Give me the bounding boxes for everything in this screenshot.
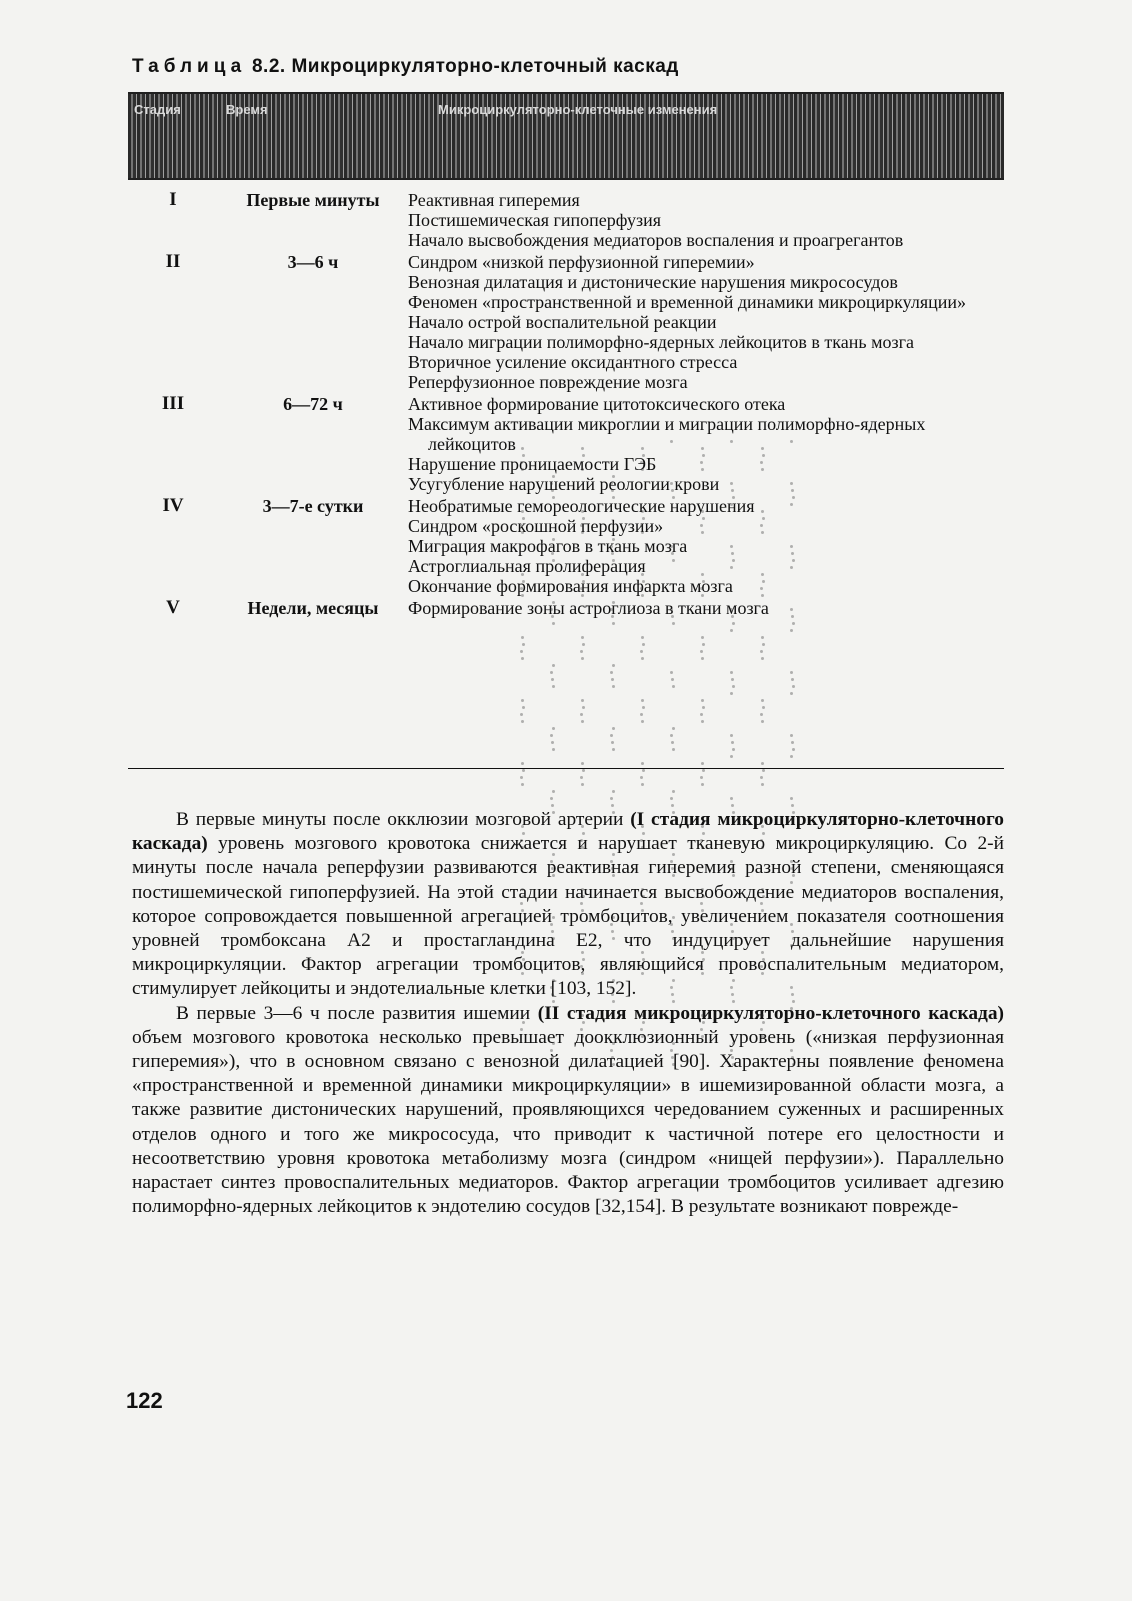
stage-event: Астроглиальная пролиферация [408, 556, 646, 576]
stage-event: Реактивная гиперемия [408, 190, 580, 210]
scan-dot [552, 748, 555, 751]
scan-dot [760, 650, 763, 653]
scan-dot [641, 783, 644, 786]
scan-dot [581, 762, 584, 765]
scan-dot [702, 769, 705, 772]
scan-dot [761, 657, 764, 660]
scan-dot [701, 699, 704, 702]
stage-event: Нарушение проницаемости ГЭБ [408, 454, 657, 474]
table-header-stage: Стадия [134, 102, 181, 117]
scan-dot [792, 622, 795, 625]
stage-event: Усугубление нарушений реологии крови [408, 474, 720, 494]
paragraph-stage-label: (I стадия микроциркуляторно-клеточного каскада) [132, 809, 1005, 855]
stage-number: II [165, 251, 181, 272]
scan-dot [580, 776, 583, 779]
scan-dot [521, 657, 524, 660]
scan-dot [672, 790, 675, 793]
scan-dot [520, 776, 523, 779]
scan-dot [521, 783, 524, 786]
scan-dot [792, 685, 795, 688]
stage-event: Начало острой воспалительной реакции [408, 312, 717, 332]
stage-event: Синдром «низкой перфузионной гиперемии» [408, 252, 755, 272]
stage-event: Окончание формирования инфаркта мозга [408, 576, 733, 596]
scan-dot [700, 713, 703, 716]
scan-dot [701, 783, 704, 786]
scan-dot [642, 643, 645, 646]
scan-dot [580, 650, 583, 653]
scan-dot [520, 713, 523, 716]
scan-dot [672, 622, 675, 625]
scan-dot [730, 692, 733, 695]
stage-event: Венозная дилатация и дистонические нарушения микрососудов [408, 272, 898, 292]
stage-event: Начало высвобождения медиаторов воспаления и проагрегантов [408, 230, 904, 250]
scan-dot [672, 685, 675, 688]
paragraph-rest: объем мозгового кровотока несколько превышает доокклюзионный уровень («низкая перфузионная гиперемия»), что в основном связано с венозной дилатацией [90]. Характерны появление феномена «пространственной и временной динамики микроциркуляции» в ишемизированной области мозга, а также развитие дистонических нарушений, проявляющихся чередованием суженных и расширенных отделов одного и того же микрососуда, что приводит к частичной потере его целостности и несоответствию уровня кровотока метаболизму мозга (синдром «нищей перфузии»). Параллельно нарастает синтез провоспалительных медиаторов. Фактор агрегации тромбоцитов усиливает адгезию полиморфно-ядерных лейкоцитов к эндотелию сосудов [32,154]. В результате возникают поврежде- [132, 1026, 1004, 1218]
scan-dot [551, 678, 554, 681]
scan-dot [790, 629, 793, 632]
stage-events [408, 190, 1004, 250]
table-caption-title: 8.2. Микроциркуляторно-клеточный каскад [251, 56, 679, 77]
scan-dot [731, 804, 734, 807]
stage-number: IV [162, 495, 184, 516]
scan-dot [790, 755, 793, 758]
scan-dot [641, 762, 644, 765]
scan-dot [581, 699, 584, 702]
scan-dot [610, 734, 613, 737]
scan-dot [701, 636, 704, 639]
body-paragraph [132, 1002, 1004, 1220]
scan-dot [611, 804, 614, 807]
scan-dot [641, 699, 644, 702]
scan-dot [671, 804, 674, 807]
table-row [128, 190, 1004, 250]
paragraph-lead: В первые 3—6 ч после развития ишемии [176, 1002, 538, 1024]
scan-dot [552, 727, 555, 730]
stage-number: III [161, 393, 185, 414]
scan-dot [640, 776, 643, 779]
scan-dot [582, 706, 585, 709]
scan-dot [670, 671, 673, 674]
body-text [132, 808, 1004, 1219]
stage-time: 6—72 ч [283, 394, 343, 414]
scan-dot [731, 678, 734, 681]
page-number: 122 [126, 1388, 163, 1413]
row-spacer [128, 618, 1004, 620]
table-caption-label: Таблица [132, 56, 247, 77]
scan-dot [672, 748, 675, 751]
stage-event: Синдром «роскошной перфузии» [408, 516, 664, 536]
scan-dot [732, 622, 735, 625]
scan-dot [791, 678, 794, 681]
scan-dot [581, 783, 584, 786]
scan-dot [642, 769, 645, 772]
scan-dot [551, 741, 554, 744]
stage-event: Миграция макрофагов в ткань мозга [408, 536, 688, 556]
scan-dot [552, 790, 555, 793]
scan-dot [610, 671, 613, 674]
scan-dot [671, 678, 674, 681]
scan-dot [611, 741, 614, 744]
scan-dot [701, 720, 704, 723]
scan-dot [791, 741, 794, 744]
scan-dot [700, 650, 703, 653]
scan-dot [611, 678, 614, 681]
scan-dot [522, 643, 525, 646]
scan-dot [610, 797, 613, 800]
scan-dot [642, 706, 645, 709]
stage-event: Начало миграции полиморфно-ядерных лейкоцитов в ткань мозга [408, 332, 914, 352]
stage-events [408, 598, 1004, 618]
scan-dot [582, 643, 585, 646]
scan-dot [521, 699, 524, 702]
scan-dot [612, 664, 615, 667]
scan-dot [581, 657, 584, 660]
scan-dot [641, 636, 644, 639]
scan-dot [641, 657, 644, 660]
stage-event: Реперфузионное повреждение мозга [408, 372, 688, 392]
scan-dot [761, 720, 764, 723]
scan-dot [732, 685, 735, 688]
stage-events [408, 252, 1004, 392]
scan-dot [730, 671, 733, 674]
scan-dot [671, 741, 674, 744]
stage-event: Феномен «пространственной и временной динамики микроциркуляции» [408, 292, 967, 312]
scan-dot [551, 804, 554, 807]
body-paragraph [132, 808, 1004, 1002]
scan-dot [552, 664, 555, 667]
stage-time: Недели, месяцы [247, 598, 379, 618]
scan-dot [701, 762, 704, 765]
scan-dot [791, 804, 794, 807]
scan-dot [552, 622, 555, 625]
scan-dot [790, 797, 793, 800]
stage-event: Активное формирование цитотоксического отека [408, 394, 786, 414]
scan-dot [612, 685, 615, 688]
scan-dot [521, 762, 524, 765]
table-header-row [128, 92, 1004, 180]
scan-dot [761, 699, 764, 702]
table-bottom-rule [128, 768, 1004, 769]
scan-dot [762, 706, 765, 709]
table-caption [132, 56, 679, 78]
scan-dot [702, 643, 705, 646]
stage-time: 3—7-е сутки [262, 496, 364, 516]
scan-dot [520, 650, 523, 653]
scan-dot [550, 797, 553, 800]
scan-dot [732, 748, 735, 751]
scan-dot [552, 685, 555, 688]
stage-event: Постишемическая гипоперфузия [408, 210, 662, 230]
table-row [128, 598, 1004, 618]
stage-number: V [166, 597, 180, 618]
scan-dot [522, 769, 525, 772]
scan-dot [612, 622, 615, 625]
stage-event: Вторичное усиление оксидантного стресса [408, 352, 738, 372]
stage-time: 3—6 ч [287, 252, 339, 272]
paragraph-lead: В первые минуты после окклюзии мозговой артерии [176, 809, 631, 830]
scan-dot [790, 671, 793, 674]
scan-dot [702, 706, 705, 709]
stage-events [408, 496, 1004, 596]
scan-dot [762, 769, 765, 772]
scan-dot [612, 727, 615, 730]
scan-dot [550, 671, 553, 674]
scan-dot [550, 734, 553, 737]
scan-dot [761, 783, 764, 786]
stage-event: Максимум активации микроглии и миграции полиморфно-ядерных лейкоцитов [408, 414, 926, 454]
scan-dot [761, 762, 764, 765]
scan-dot [582, 769, 585, 772]
stage-event: Формирование зоны астроглиоза в ткани мозга [408, 598, 769, 618]
scan-dot [581, 636, 584, 639]
scan-dot [522, 706, 525, 709]
scan-dot [672, 727, 675, 730]
table-row [128, 252, 1004, 392]
scan-dot [701, 657, 704, 660]
table-row [128, 394, 1004, 494]
scan-dot [612, 790, 615, 793]
stage-event: Необратимые гемореологические нарушения [408, 496, 755, 516]
scan-dot [581, 720, 584, 723]
stage-time: Первые минуты [246, 190, 380, 210]
scan-dot [700, 776, 703, 779]
scan-dot [641, 720, 644, 723]
scan-dot [521, 636, 524, 639]
scan-dot [730, 734, 733, 737]
scan-dot [730, 755, 733, 758]
scan-dot [612, 748, 615, 751]
scan-dot [760, 713, 763, 716]
scan-dot [790, 692, 793, 695]
table-header-time: Время [226, 102, 268, 117]
table-header-changes: Микроциркуляторно-клеточные изменения [438, 102, 718, 117]
stage-number: I [169, 189, 177, 210]
scan-dot [760, 776, 763, 779]
scan-dot [670, 797, 673, 800]
scan-dot [761, 636, 764, 639]
scan-dot [580, 713, 583, 716]
scan-dot [792, 748, 795, 751]
paragraph-rest: уровень мозгового кровотока снижается и нарушает тканевую микроциркуляцию. Со 2-й минуты после начала реперфузии развиваются реактивная гиперемия разной степени, сменяющаяся постишемической гипоперфузией. На этой стадии начинается высвобождение медиаторов воспаления, которое сопровождается повышенной агрегацией тромбоцитов, увеличением показателя соотношения уровней тромбоксана A2 и простагландина E2, что индуцирует дальнейшие нарушения микроциркуляции. Фактор агрегации тромбоцитов, являющийся провоспалительным медиатором, стимулирует лейкоциты и эндотелиальные клетки [103, 152]. [132, 833, 1004, 1000]
scan-dot [521, 720, 524, 723]
scan-dot [731, 741, 734, 744]
stage-events [408, 394, 1004, 494]
scan-dot [670, 734, 673, 737]
scan-dot [640, 650, 643, 653]
scan-dot [730, 629, 733, 632]
stage-table [128, 190, 1004, 620]
scan-dot [730, 797, 733, 800]
table-row [128, 496, 1004, 596]
paragraph-stage-label: (II стадия микроциркуляторно-клеточного каскада) [537, 1002, 1004, 1024]
scan-dot [762, 643, 765, 646]
scan-dot [640, 713, 643, 716]
scan-dot [790, 734, 793, 737]
